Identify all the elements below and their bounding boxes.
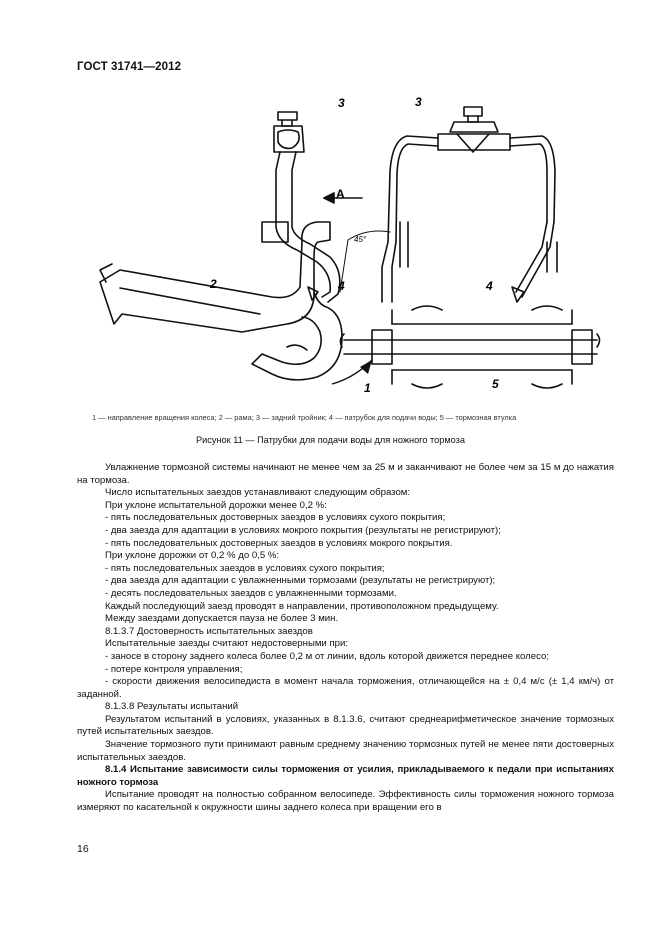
paragraph: - пять последовательных достоверных заездов в условиях сухого покрытия; (105, 512, 446, 524)
paragraph: - потере контроля управления; (105, 663, 243, 675)
label-angle: 45° (354, 235, 367, 244)
paragraph: Число испытательных заездов устанавливают следующим образом: (105, 487, 411, 499)
label-4-left: 4 (338, 279, 345, 293)
page-number: 16 (77, 843, 89, 855)
paragraph: Испытание проводят на полностью собранном велосипеде. Эффективность силы торможения ножного тормоза измеряют по касательной к окружности шины заднего колеса при вращении его в (77, 789, 614, 814)
paragraph: - скорости движения велосипедиста в момент начала торможения, отличающейся на ± 0,4 м/с (± 1,4 км/ч) от заданной. (77, 676, 614, 700)
label-5: 5 (492, 377, 499, 391)
paragraph: Значение тормозного пути принимают равным среднему значению тормозных путей не менее пяти достоверных испытательных заездов. (77, 739, 614, 763)
paragraph: - два заезда для адаптации с увлажненными тормозами (результаты не регистрируют); (105, 575, 496, 587)
label-3-right: 3 (415, 95, 422, 109)
paragraph: Испытательные заезды считают недостоверными при: (105, 638, 349, 650)
paragraph: При уклоне дорожки от 0,2 % до 0,5 %: (105, 550, 280, 562)
paragraph: - два заезда для адаптации в условиях мокрого покрытия (результаты не регистрируют); (105, 524, 501, 536)
label-3-left: 3 (338, 96, 345, 110)
paragraph: Результатом испытаний в условиях, указанных в 8.1.3.6, считают среднеарифметическое значение тормозных путей испытательных заездов. (77, 713, 614, 738)
label-A: А (336, 187, 345, 201)
paragraph: - заносе в сторону заднего колеса более 0,2 м от линии, вдоль которой движется переднее колесо; (105, 650, 550, 662)
section-heading: 8.1.3.7 Достоверность испытательных заездов (105, 625, 313, 637)
figure-caption: Рисунок 11 — Патрубки для подачи воды для ножного тормоза (196, 435, 465, 445)
paragraph: Между заездами допускается пауза не более 3 мин. (105, 613, 339, 625)
paragraph: Увлажнение тормозной системы начинают не менее чем за 25 м и заканчивают не более чем за 15 м до нажатия на тормоза. (77, 462, 614, 486)
paragraph: - пять последовательных заездов в условиях сухого покрытия; (105, 562, 385, 574)
paragraph: - десять последовательных заездов с увлажненными тормозами. (105, 587, 397, 599)
label-1: 1 (364, 381, 371, 395)
label-2: 2 (210, 277, 217, 291)
label-4-right: 4 (486, 279, 493, 293)
section-heading: 8.1.3.8 Результаты испытаний (105, 701, 239, 713)
paragraph: Каждый последующий заезд проводят в направлении, противоположном предыдущему. (105, 600, 499, 612)
paragraph: При уклоне испытательной дорожки менее 0,2 %: (105, 499, 327, 511)
paragraph: - пять последовательных достоверных заездов в условиях мокрого покрытия. (105, 537, 453, 549)
technical-figure (92, 92, 612, 402)
document-header: ГОСТ 31741—2012 (77, 61, 182, 73)
figure-legend: 1 — направление вращения колеса; 2 — рама; 3 — задний тройник; 4 — патрубок для подачи воды; 5 — тормозная втулка (92, 413, 517, 422)
body-text (77, 462, 614, 815)
section-title: 8.1.4 Испытание зависимости силы торможения от усилия, прикладываемого к педали при испытаниях ножного тормоза (77, 764, 614, 788)
